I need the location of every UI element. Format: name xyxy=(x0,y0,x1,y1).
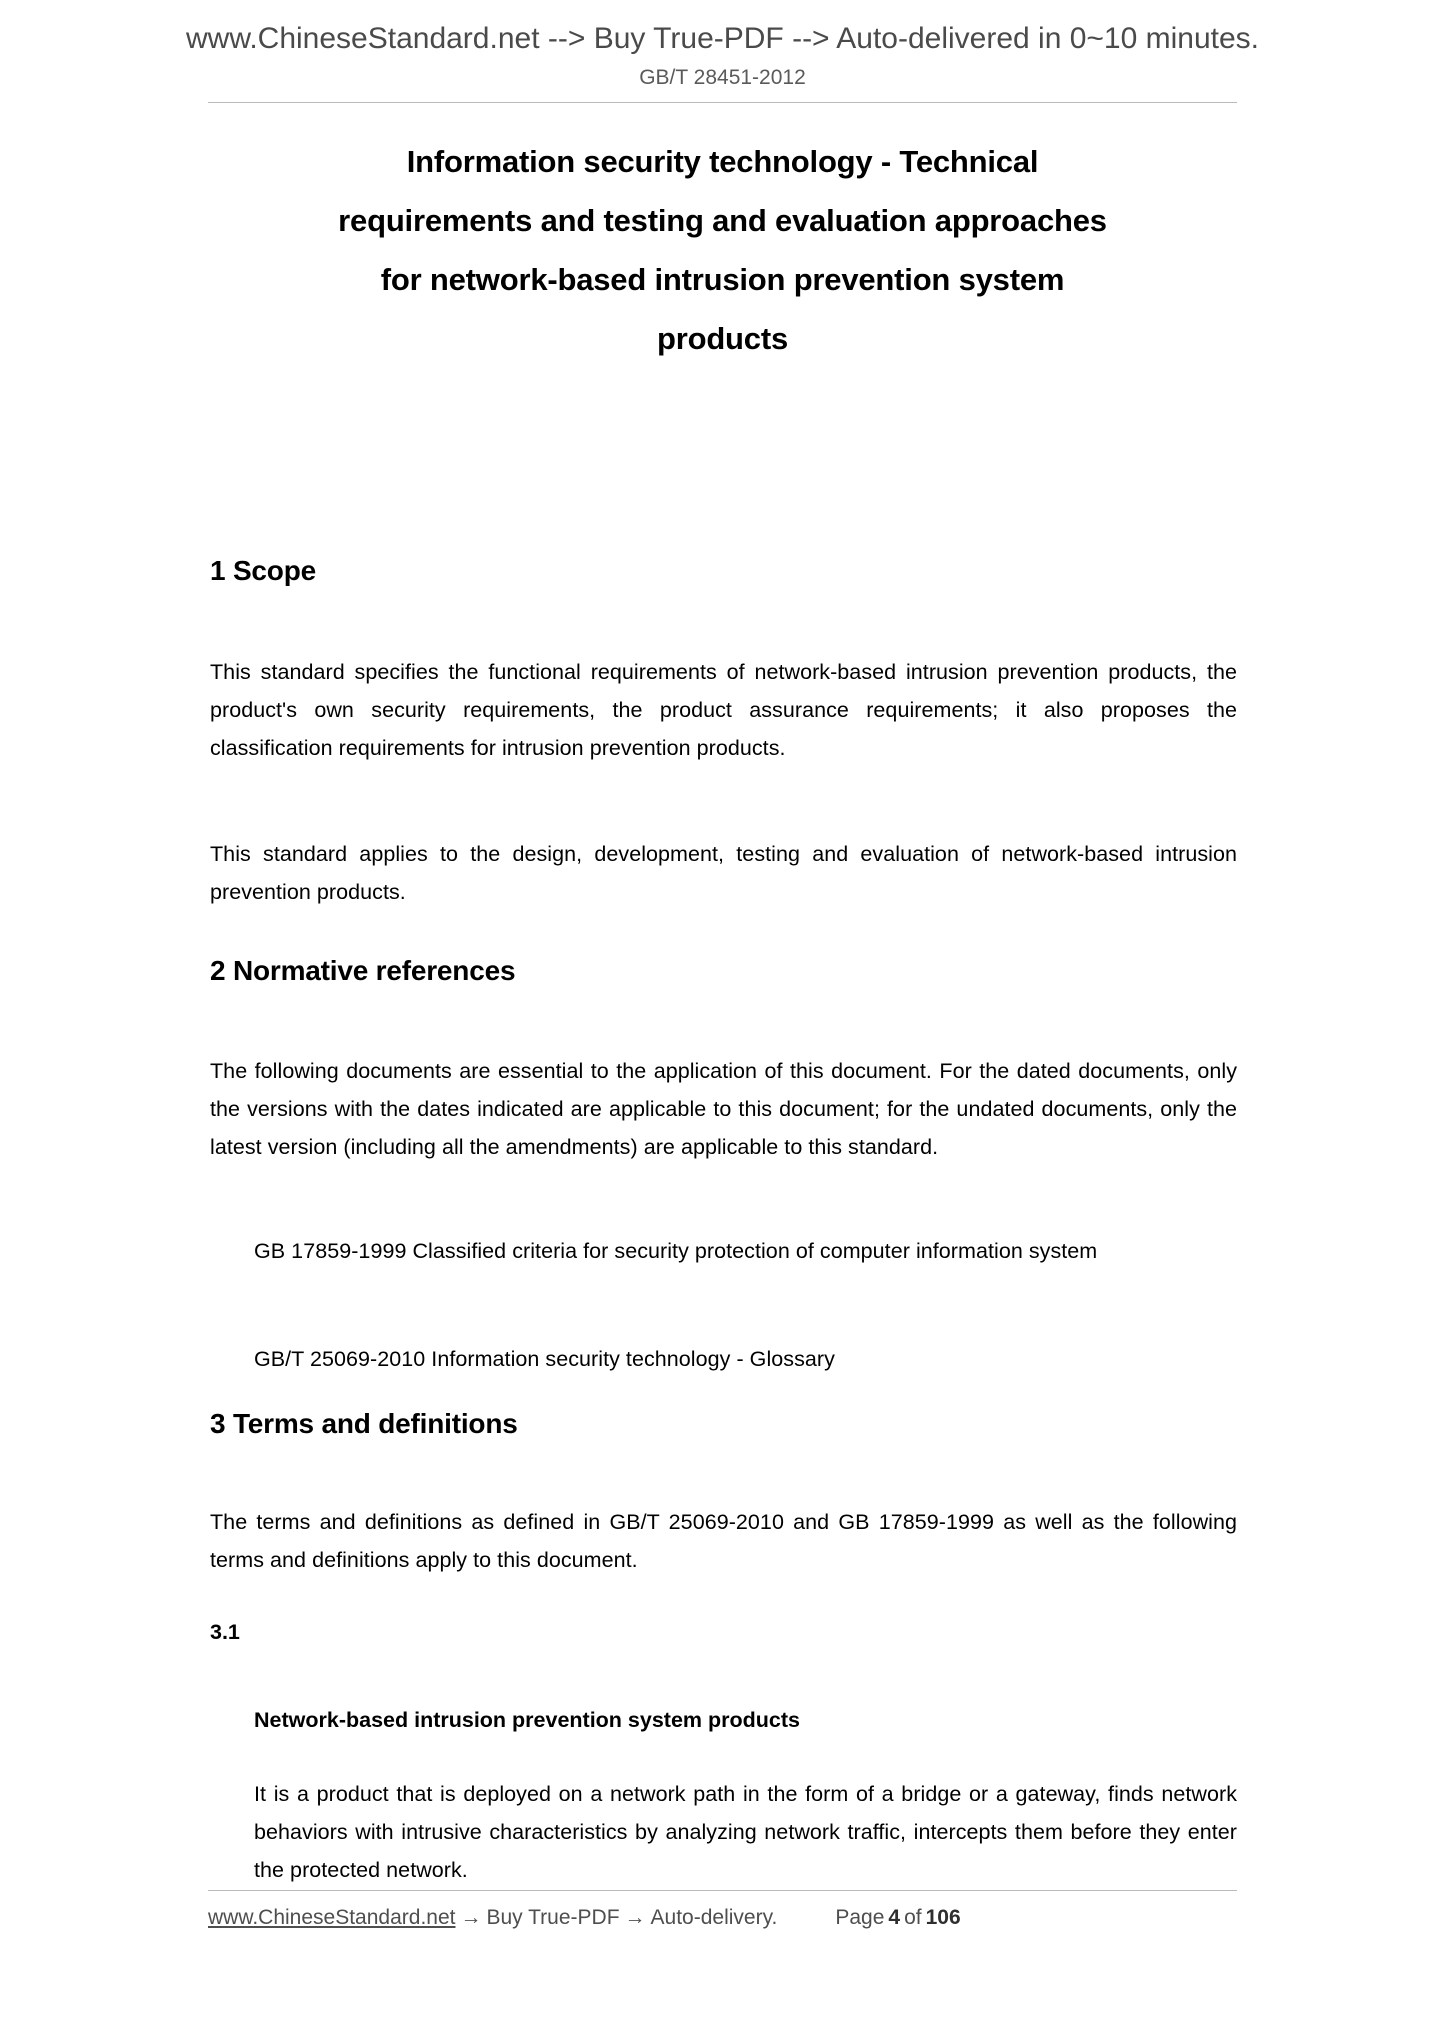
term-title-3-1: Network-based intrusion prevention system products xyxy=(254,1708,800,1732)
footer-pagination xyxy=(835,1906,964,1930)
promo-header-text: www.ChineseStandard.net --> Buy True-PDF --> Auto-delivered in 0~10 minutes. xyxy=(185,22,1260,55)
arrow-right-icon-2: → xyxy=(624,1906,646,1929)
page-title-line-3: for network-based intrusion prevention system xyxy=(380,262,1065,297)
footer-buy-text: Buy True-PDF xyxy=(486,1906,620,1929)
page-title xyxy=(160,132,1285,368)
footer-left-group xyxy=(208,1906,777,1930)
heading-normative-references: 2 Normative references xyxy=(210,955,516,986)
heading-terms-and-definitions: 3 Terms and definitions xyxy=(210,1408,518,1439)
standard-number-header: GB/T 28451-2012 xyxy=(639,66,806,89)
page-title-line-1: Information security technology - Technical xyxy=(406,144,1039,179)
page-title-line-2: requirements and testing and evaluation approaches xyxy=(338,203,1107,238)
page-footer xyxy=(208,1906,1237,1930)
normative-paragraph-1: The following documents are essential to the application of this document. For the dated documents, only the versions with the dates indicated are applicable to this document; for the undated documents, only the latest version (including all the amendments) are applicable to this standard. xyxy=(210,1059,1237,1159)
page-title-line-4: products xyxy=(656,321,788,356)
footer-website-link[interactable]: www.ChineseStandard.net xyxy=(208,1906,456,1929)
terms-paragraph-1: The terms and definitions as defined in GB/T 25069-2010 and GB 17859-1999 as well as the following terms and definitions apply to this document. xyxy=(210,1510,1237,1572)
normative-reference-2: GB/T 25069-2010 Information security technology - Glossary xyxy=(254,1347,835,1371)
footer-page-total: 106 xyxy=(925,1906,961,1929)
footer-of-label: of xyxy=(904,1906,922,1929)
normative-reference-1: GB 17859-1999 Classified criteria for security protection of computer information system xyxy=(254,1239,1098,1263)
arrow-right-icon-1: → xyxy=(460,1906,482,1929)
scope-paragraph-1: This standard specifies the functional requirements of network-based intrusion prevention products, the product's own security requirements, the product assurance requirements; it also proposes the classification requirements for intrusion prevention products. xyxy=(210,660,1237,760)
footer-page-number: 4 xyxy=(888,1906,901,1929)
footer-delivery-text: Auto-delivery. xyxy=(650,1906,778,1929)
scope-paragraph-2: This standard applies to the design, development, testing and evaluation of network-based intrusion prevention products. xyxy=(210,842,1237,904)
footer-page-label: Page xyxy=(835,1906,885,1929)
footer-divider xyxy=(208,1890,1237,1891)
header-divider xyxy=(208,102,1237,103)
heading-scope: 1 Scope xyxy=(210,555,316,586)
term-definition-3-1: It is a product that is deployed on a network path in the form of a bridge or a gateway, finds network behaviors with intrusive characteristics by analyzing network traffic, intercepts them before they enter the protected network. xyxy=(254,1782,1237,1882)
term-number-3-1: 3.1 xyxy=(210,1620,240,1644)
